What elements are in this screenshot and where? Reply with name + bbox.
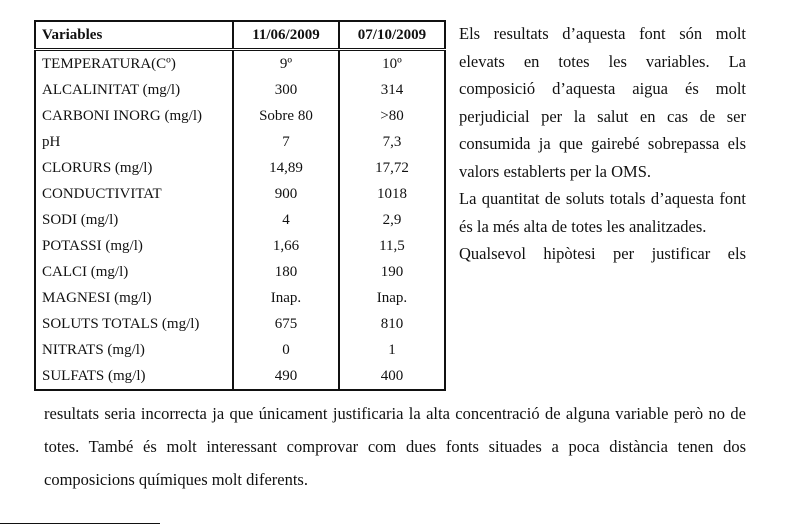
value-cell: >80 [339,103,445,129]
table-row [35,285,445,311]
table-row [35,181,445,207]
value-cell: 490 [233,363,339,390]
variable-name-cell: ALCALINITAT (mg/l) [35,77,233,103]
table-row [35,207,445,233]
variable-name-cell: SULFATS (mg/l) [35,363,233,390]
value-cell: 2,9 [339,207,445,233]
value-cell: 1,66 [233,233,339,259]
value-cell: 300 [233,77,339,103]
header-date-2: 07/10/2009 [339,21,445,50]
value-cell: 900 [233,181,339,207]
table-row [35,77,445,103]
value-cell: 7 [233,129,339,155]
value-cell: 1 [339,337,445,363]
value-cell: 11,5 [339,233,445,259]
value-cell: 14,89 [233,155,339,181]
variable-name-cell: CLORURS (mg/l) [35,155,233,181]
value-cell: 180 [233,259,339,285]
variable-name-cell: SODI (mg/l) [35,207,233,233]
variable-name-cell: CONDUCTIVITAT [35,181,233,207]
water-analysis-table [34,20,446,391]
table-row [35,311,445,337]
side-paragraphs [459,20,746,268]
value-cell: 810 [339,311,445,337]
paragraph-hypothesis-cont: resultats seria incorrecta ja que únicament justificaria la alta concentració de alguna variable però no de totes. També és molt interessant comprovar com dues fonts situades a poca distància tenen dos composicions químiques molt diferents. [44,404,746,489]
table-header-row [35,21,445,50]
value-cell: 7,3 [339,129,445,155]
paragraph-hypothesis-start: Qualsevol hipòtesi per justificar els [459,244,746,263]
variable-name-cell: TEMPERATURA(Cº) [35,50,233,78]
value-cell: 314 [339,77,445,103]
table-row [35,103,445,129]
value-cell: 400 [339,363,445,390]
variable-name-cell: SOLUTS TOTALS (mg/l) [35,311,233,337]
value-cell: Inap. [233,285,339,311]
header-variables: Variables [35,21,233,50]
table-body [35,50,445,391]
header-date-1: 11/06/2009 [233,21,339,50]
value-cell: 10º [339,50,445,78]
table-row [35,129,445,155]
variable-name-cell: CARBONI INORG (mg/l) [35,103,233,129]
table-row [35,155,445,181]
variable-name-cell: MAGNESI (mg/l) [35,285,233,311]
variable-name-cell: POTASSI (mg/l) [35,233,233,259]
value-cell: 9º [233,50,339,78]
value-cell: Inap. [339,285,445,311]
value-cell: 17,72 [339,155,445,181]
variable-name-cell: CALCI (mg/l) [35,259,233,285]
value-cell: 675 [233,311,339,337]
footnote-separator [0,523,160,524]
table-row [35,259,445,285]
value-cell: 190 [339,259,445,285]
table-row [35,363,445,390]
bottom-paragraph [44,397,746,496]
paragraph-results: Els resultats d’aquesta font són molt elevats en totes les variables. La composició d’aquesta aigua és molt perjudicial per la salut en cas de ser consumida ja que gairebé sobrepassa els valors establerts per la OMS. [459,24,746,181]
table-row [35,233,445,259]
value-cell: 0 [233,337,339,363]
value-cell: Sobre 80 [233,103,339,129]
value-cell: 1018 [339,181,445,207]
table-row [35,50,445,78]
paragraph-solutes: La quantitat de soluts totals d’aquesta font és la més alta de totes les analitzades. [459,189,746,236]
variable-name-cell: pH [35,129,233,155]
variable-name-cell: NITRATS (mg/l) [35,337,233,363]
table-row [35,337,445,363]
value-cell: 4 [233,207,339,233]
